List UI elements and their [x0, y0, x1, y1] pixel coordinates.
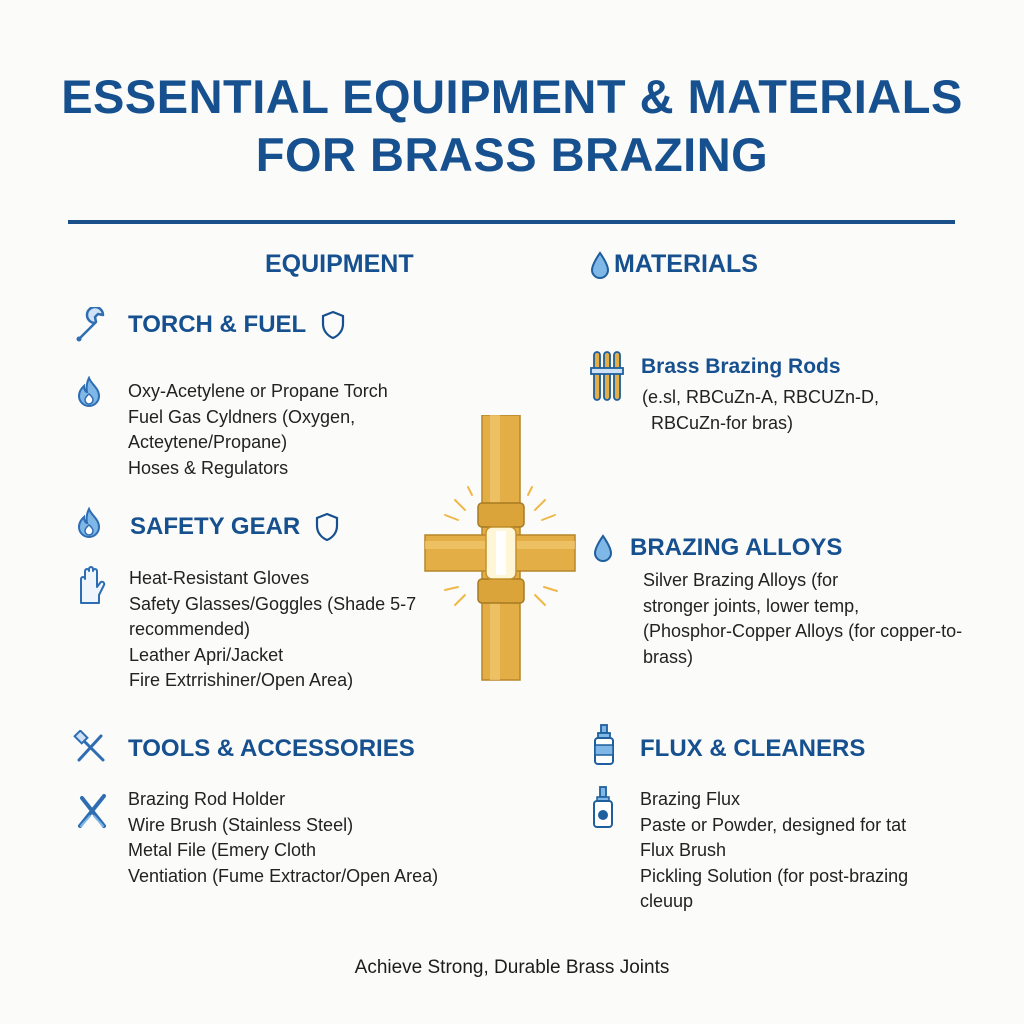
- section-title-safety-gear: [130, 512, 340, 542]
- section-title-brazing-alloys: [630, 534, 842, 562]
- safety-gear-label: SAFETY GEAR: [130, 513, 301, 540]
- brass-brazing-rods-list: [642, 385, 879, 436]
- materials-heading-label: MATERIALS: [614, 250, 758, 278]
- title-line-2: FOR BRASS BRAZING: [255, 128, 769, 181]
- list-item: Safety Glasses/Goggles (Shade 5-7: [129, 593, 417, 614]
- list-item: Flux Brush: [640, 840, 727, 860]
- list-item: Hoses & Regulators: [128, 457, 289, 478]
- title-line-1: ESSENTIAL EQUIPMENT & MATERIALS: [61, 70, 963, 123]
- water-drop-icon: [593, 534, 613, 562]
- tools-accessories-label: TOOLS & ACCESSORIES: [128, 735, 415, 762]
- list-item: Heat-Resistant Gloves: [129, 568, 310, 588]
- brazing-rods-icon: [590, 350, 624, 402]
- hammer-wrench-icon: [73, 730, 109, 764]
- list-item: Pickling Solution (for post-brazing: [640, 865, 909, 886]
- section-title-tools-accessories: [128, 735, 415, 763]
- list-item: Silver Brazing Alloys (for: [643, 570, 839, 590]
- water-drop-icon: [590, 251, 610, 279]
- flame-icon: [75, 507, 103, 539]
- flux-cleaners-label: FLUX & CLEANERS: [640, 735, 866, 762]
- crossed-tools-icon: [74, 790, 110, 830]
- torch-fuel-label: TORCH & FUEL: [128, 311, 307, 338]
- brass-pipe-joint-illustration: [420, 415, 590, 685]
- list-item: cleuup: [640, 891, 694, 911]
- equipment-heading: [265, 250, 414, 279]
- section-title-flux-cleaners: [640, 735, 865, 763]
- list-item: Brazing Rod Holder: [128, 789, 286, 809]
- list-item: Leather Apri/Jacket: [129, 644, 284, 665]
- safety-gear-list: [129, 566, 416, 694]
- brazing-alloys-label: BRAZING ALLOYS: [630, 534, 843, 561]
- glove-icon: [75, 565, 107, 607]
- materials-heading: [590, 250, 758, 279]
- shield-icon: [314, 512, 340, 542]
- wrench-icon: [73, 307, 113, 343]
- list-item: Brazing Flux: [640, 789, 741, 809]
- list-item: Paste or Powder, designed for tat: [640, 814, 907, 835]
- list-item: brass): [643, 646, 694, 667]
- list-item: Ventiation (Fume Extractor/Open Area): [128, 865, 439, 886]
- tools-accessories-list: [128, 787, 438, 889]
- list-item: (Phosphor-Copper Alloys (for copper-to-: [643, 621, 963, 641]
- footer-tagline: Achieve Strong, Durable Brass Joints: [354, 957, 670, 978]
- list-item: (e.sl, RBCuZn-A, RBCUZn-D,: [642, 387, 880, 407]
- flux-cleaners-list: [640, 787, 908, 915]
- shield-icon: [320, 310, 346, 340]
- list-item: Oxy-Acetylene or Propane Torch: [128, 381, 388, 401]
- list-item: Fire Extrrishiner/Open Area): [129, 670, 354, 690]
- equipment-heading-label: EQUIPMENT: [265, 250, 414, 278]
- section-title-brass-brazing-rods: Brass Brazing Rods: [641, 355, 841, 378]
- list-item: Acteytene/Propane): [128, 432, 288, 452]
- title-divider: [68, 220, 955, 224]
- dropper-bottle-icon: [592, 785, 614, 829]
- list-item: Wire Brush (Stainless Steel): [128, 814, 354, 835]
- list-item: RBCuZn-for bras): [651, 412, 794, 433]
- list-item: stronger joints, lower temp,: [643, 595, 860, 616]
- brazing-alloys-list: [643, 568, 962, 670]
- list-item: recommended): [129, 619, 251, 639]
- torch-fuel-list: [128, 379, 388, 481]
- section-title-torch-fuel: [128, 310, 346, 340]
- list-item: Fuel Gas Cyldners (Oxygen,: [128, 406, 356, 427]
- bottle-icon: [592, 723, 616, 767]
- flame-icon: [75, 376, 103, 408]
- list-item: Metal File (Emery Cloth: [128, 840, 317, 860]
- page-title: [0, 68, 1024, 184]
